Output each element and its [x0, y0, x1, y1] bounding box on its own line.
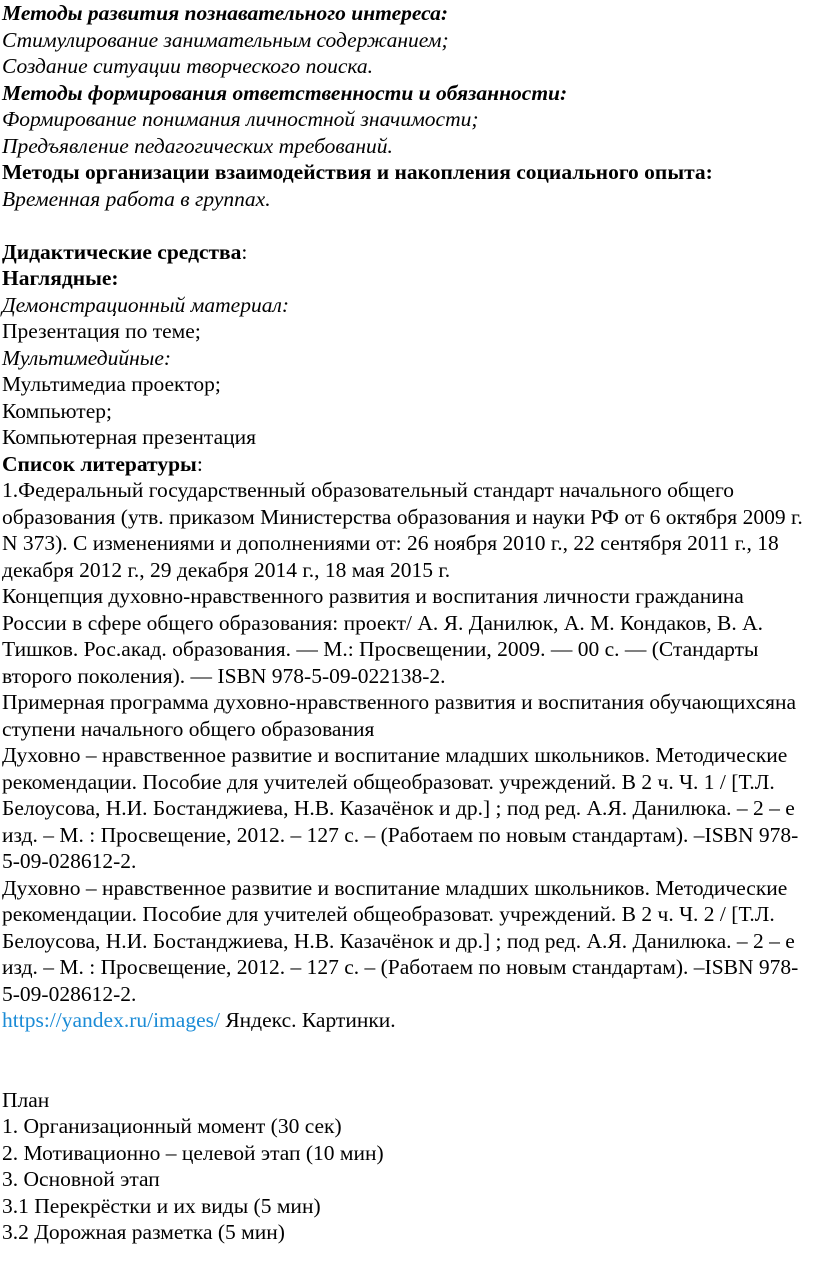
multimedia-label: Мультимедийные:: [2, 345, 172, 370]
literature-item: Концепция духовно-нравственного развития и воспитания личности гражданина России в сфере общего образования: проект/ А. Я. Данилюк, А. М. Кондаков, В. А. Тишков. Рос.акад. образования. ― М.: Просвещении, 2009. ― 00 с. ― (Стандарты второго поколения). ― ISBN 978-5-09-022138-2.: [2, 584, 764, 688]
literature-item: 1.Федеральный государственный образовательный стандарт начального общего образования (утв. приказом Министерства образования и науки РФ от 6 октября 2009 г. N 373). С изменениями и дополнениями от: 26 ноября 2010 г., 22 сентября 2011 г., 18 декабря 2012 г., 29 декабря 2014 г., 18 мая 2015 г.: [2, 478, 803, 582]
methods-heading-responsibility: Методы формирования ответственности и обязанности:: [2, 80, 568, 105]
demo-material-item: Презентация по теме;: [2, 319, 201, 343]
visual-aids-label: Наглядные:: [2, 266, 119, 290]
didactic-heading: [2, 239, 810, 266]
literature-item: Примерная программа духовно-нравственного развития и воспитания обучающихсяна ступени начального общего образования: [2, 690, 797, 741]
methods-heading-interaction: Методы организации взаимодействия и накопления социального опыта:: [2, 160, 713, 184]
methods-heading-cognitive: Методы развития познавательного интереса:: [2, 1, 449, 25]
literature-item: Духовно – нравственное развитие и воспитание младших школьников. Методические рекомендации. Пособие для учителей общеобразоват. учреждений. В 2 ч. Ч. 2 / [Т.Л. Белоусова, Н.И. Бостанджиева, Н.В. Казачёнок и др.] ; под ред. А.Я. Данилюка. – 2 – е изд. – М. : Просвещение, 2012. – 127 с. – (Работаем по новым стандартам). –ISBN 978-5-09-028612-2.: [2, 875, 799, 1006]
demo-material-label: Демонстрационный материал:: [2, 292, 289, 317]
multimedia-item: Компьютер;: [2, 398, 112, 423]
literature-colon: :: [196, 451, 203, 476]
blank-line: [2, 1034, 810, 1061]
didactic-colon: :: [241, 239, 248, 264]
plan-item: 1. Организационный момент (30 сек): [2, 1114, 342, 1138]
literature-title: Список литературы: [2, 451, 197, 476]
method-item: Формирование понимания личностной значимости;: [2, 107, 479, 131]
method-item: Стимулирование занимательным содержанием;: [2, 27, 449, 52]
plan-item: 2. Мотивационно – целевой этап (10 мин): [2, 1140, 384, 1165]
yandex-images-link[interactable]: https://yandex.ru/images/: [2, 1008, 220, 1032]
literature-item: Духовно – нравственное развитие и воспитание младших школьников. Методические рекомендации. Пособие для учителей общеобразоват. учреждений. В 2 ч. Ч. 1 / [Т.Л. Белоусова, Н.И. Бостанджиева, Н.В. Казачёнок и др.] ; под ред. А.Я. Данилюка. – 2 – е изд. – М. : Просвещение, 2012. – 127 с. – (Работаем по новым стандартам). –ISBN 978-5-09-028612-2.: [2, 743, 799, 873]
link-caption: Яндекс. Картинки.: [219, 1008, 396, 1032]
didactic-title: Дидактические средства: [2, 239, 242, 264]
plan-section: [2, 1087, 810, 1246]
plan-title: План: [2, 1087, 50, 1112]
methods-section: [2, 0, 810, 212]
didactic-section: [2, 239, 810, 451]
plan-item: 3. Основной этап: [2, 1167, 160, 1191]
method-item: Временная работа в группах.: [2, 186, 271, 211]
literature-section: [2, 451, 810, 1034]
plan-item: 3.1 Перекрёстки и их виды (5 мин): [2, 1193, 321, 1218]
method-item: Создание ситуации творческого поиска.: [2, 54, 374, 78]
multimedia-item: Компьютерная презентация: [2, 425, 257, 449]
blank-line: [2, 212, 810, 239]
plan-item: 3.2 Дорожная разметка (5 мин): [2, 1220, 285, 1244]
method-item: Предъявление педагогических требований.: [2, 133, 393, 158]
literature-heading: [2, 451, 810, 478]
multimedia-item: Мультимедиа проектор;: [2, 372, 221, 396]
blank-line: [2, 1060, 810, 1087]
literature-link-line: [2, 1007, 810, 1034]
